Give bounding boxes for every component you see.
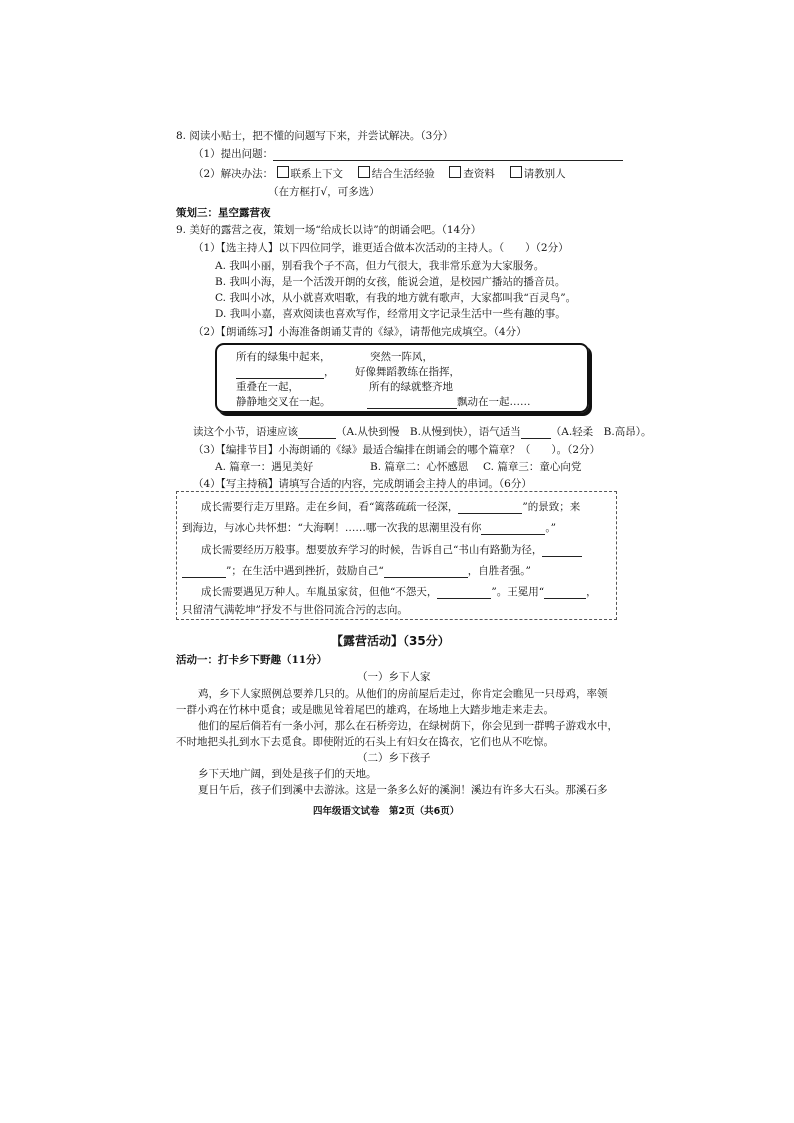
option-look-up-label: 查资料 [463, 168, 495, 180]
script-blank-3b[interactable] [182, 566, 226, 578]
camp-heading: 【露营活动】（35分） [331, 634, 450, 648]
poem-line-1-left: 所有的绿集中起来， [236, 351, 331, 363]
option-ask-others-label: 请教别人 [523, 168, 566, 180]
q9-title: 9. 美好的露营之夜，策划一场“给成长以诗”的朗诵会吧。（14分） [176, 224, 482, 236]
script-line-5-text: 成长需要遇见万种人。车胤虽家贫，但他“不怨天， [201, 586, 438, 598]
reading-speed-blank[interactable] [298, 427, 336, 439]
q8-method-label: （2）解决办法： [193, 168, 274, 180]
q8-ask-label: （1）提出问题： [193, 148, 274, 160]
poem-line-3-left: 重叠在一起， [236, 381, 299, 393]
poem-line-2-left [236, 366, 335, 379]
poem-line-4-right [367, 396, 531, 409]
q9-p1-option-d: D. 我叫小嘉，喜欢阅读也喜欢写作，经常用文字记录生活中一些有趣的事。 [215, 308, 566, 320]
script-line-5-end: ， [586, 586, 597, 598]
q9-p1-option-b: B. 我叫小海，是一个活泼开朗的女孩，能说会道，是校园广播站的播音员。 [215, 276, 566, 288]
reading-tone-options: （A.轻柔 B.高昂）。 [550, 426, 652, 438]
script-blank-1[interactable] [458, 502, 522, 514]
script-line-4-text: ”；在生活中遇到挫折，鼓励自己“ [226, 565, 384, 577]
q8-method-row [193, 166, 566, 181]
script-line-4 [182, 565, 531, 578]
script-blank-4[interactable] [384, 566, 468, 578]
script-line-3 [201, 544, 582, 557]
script-line-3-text: 成长需要经历万般事。想要放弃学习的时候，告诉自己“书山有路勤为径， [201, 544, 543, 556]
q9-p1-option-a: A. 我叫小丽，别看我个子不高，但力气很大，我非常乐意为大家服务。 [215, 260, 545, 272]
passage-1-para-2b: 不时地把头扎到水下去觅食。即使附近的石头上有妇女在捣衣，它们也从不吃惊。 [176, 736, 554, 748]
passage-1-para-1a: 鸡，乡下人家照例总要养几只的。从他们的房前屋后走过，你肯定会瞧见一只母鸡，率领 [198, 688, 608, 700]
checkbox-ask-others[interactable] [510, 166, 522, 178]
q9-p3-option-b: B. 篇章二：心怀感恩 [370, 461, 469, 473]
poem-line-1-right: 突然一阵风， [370, 351, 433, 363]
option-life-experience-label: 结合生活经验 [371, 168, 435, 180]
script-line-1-end: ”的景致；来 [522, 501, 581, 513]
q9-p1-stem: （1）【选主持人】以下四位同学，谁更适合做本次活动的主持人。（ ）（2分） [193, 242, 569, 254]
q9-p2-reading-row [193, 426, 651, 439]
poem-blank-2[interactable] [367, 397, 457, 409]
q8-ask-row [193, 148, 623, 161]
q8-title: 8. 阅读小贴士，把不懂的问题写下来，并尝试解决。（3分） [176, 130, 454, 142]
poem-line-2-right: 好像舞蹈教练在指挥， [355, 366, 460, 378]
q8-note: （在方框打√，可多选） [268, 186, 380, 198]
script-blank-3a[interactable] [542, 545, 582, 557]
script-line-1-text: 成长需要行走万里路。走在乡间，看“篱落疏疏一径深， [201, 501, 459, 513]
q9-p3-option-a: A. 篇章一：遇见美好 [215, 461, 314, 473]
q9-p3-option-c: C. 篇章三：童心向党 [483, 461, 582, 473]
poem-line-2-left-text: ， [324, 366, 335, 378]
poem-line-3-right: 所有的绿就整齐地 [369, 381, 453, 393]
checkbox-look-up[interactable] [449, 166, 461, 178]
q9-p4-stem: （4）【写主持稿】请填写合适的内容，完成朗诵会主持人的串词。（6分） [193, 478, 532, 490]
script-blank-2[interactable] [481, 523, 545, 535]
poem-blank-1[interactable] [236, 367, 324, 379]
checkbox-life-experience[interactable] [358, 166, 370, 178]
activity-1-heading: 活动一：打卡乡下野趣（11分） [176, 654, 328, 666]
script-line-5 [201, 586, 597, 599]
passage-1-para-1b: 一群小鸡在竹林中觅食；或是瞧见耸着尾巴的雄鸡，在场地上大踏步地走来走去。 [176, 704, 554, 716]
script-line-2-end: 。” [545, 522, 556, 534]
passage-2-para-1: 乡下天地广阔，到处是孩子们的天地。 [198, 768, 377, 780]
script-line-5-mid: ”。王冕用“ [491, 586, 545, 598]
reading-speed-label: 读这个小节，语速应该 [193, 426, 298, 438]
option-context-label: 联系上下文 [290, 168, 344, 180]
page-footer: 四年级语文试卷 第2页（共6页） [313, 806, 460, 817]
passage-2-subtitle: （二）乡下孩子 [357, 752, 431, 764]
script-line-2-text: 到海边，与冰心共怀想：“大海啊！……哪一次我的思潮里没有你 [182, 522, 482, 534]
passage-1-para-2a: 他们的屋后倘若有一条小河，那么在石桥旁边，在绿树荫下，你会见到一群鸭子游戏水中， [198, 720, 618, 732]
script-line-1 [201, 501, 580, 514]
poem-line-4-right-text: 飘动在一起…… [457, 396, 531, 408]
q9-p3-stem: （3）【编排节目】小海朗诵的《绿》最适合编排在朗诵会的哪个篇章？（ ）。（2分） [193, 444, 601, 456]
q9-p1-option-c: C. 我叫小冰，从小就喜欢唱歌，有我的地方就有歌声，大家都叫我“百灵鸟”。 [215, 292, 577, 304]
script-blank-5[interactable] [437, 587, 491, 599]
plan3-heading: 策划三：星空露营夜 [176, 207, 271, 219]
reading-tone-blank[interactable] [521, 427, 551, 439]
passage-1-subtitle: （一）乡下人家 [357, 671, 431, 683]
passage-2-para-2: 夏日午后，孩子们到溪中去游泳。这是一条多么好的溪涧！溪边有许多大石头。那溪石多 [198, 784, 608, 796]
script-line-4-end: ，自胜者强。” [467, 565, 531, 577]
script-line-2 [182, 522, 556, 535]
poem-line-4-left: 静静地交叉在一起。 [236, 396, 331, 408]
reading-tone-label: （A.从快到慢 B.从慢到快），语气适当 [336, 426, 521, 438]
script-blank-6[interactable] [544, 587, 586, 599]
q8-ask-answer-line[interactable] [273, 149, 623, 161]
checkbox-context[interactable] [277, 166, 289, 178]
script-line-6: 只留清气满乾坤”抒发不与世俗同流合污的志向。 [182, 604, 408, 616]
q9-p2-stem: （2）【朗诵练习】小海准备朗诵艾青的《绿》，请帮他完成填空。（4分） [193, 326, 527, 338]
